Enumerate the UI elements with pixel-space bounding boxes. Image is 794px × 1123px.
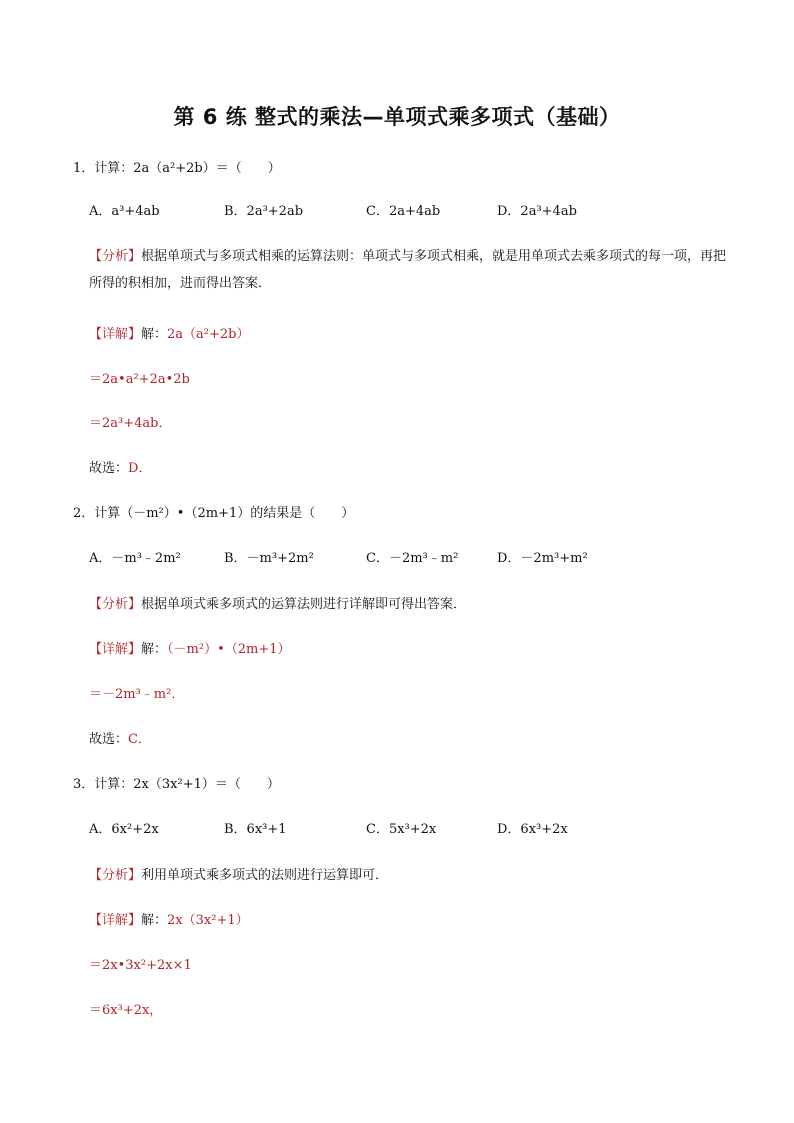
q1-option-d: D．2a³+4ab <box>497 204 577 219</box>
q2-answer-prefix: 故选： <box>89 732 129 747</box>
q3-step-2: ＝6x³+2x， <box>89 1003 163 1018</box>
q3-detail-expr: 2x（3x²+1） <box>167 913 249 928</box>
question-1-stem: 1．计算：2a（a²+2b）＝（ ） <box>73 161 281 176</box>
page-title: 第 6 练 整式的乘法—单项式乘多项式（基础） <box>173 105 621 129</box>
q2-answer-choice: C． <box>128 732 151 747</box>
q3-detail-tag: 【详解】 <box>89 913 142 928</box>
q3-option-d: D．6x³+2x <box>497 822 568 837</box>
q1-answer-choice: D． <box>128 461 152 476</box>
question-2-stem: 2．计算（－m²）•（2m+1）的结果是（ ） <box>73 506 355 521</box>
q2-option-a: A．－m³﹣2m² <box>89 551 181 566</box>
q2-answer <box>89 731 151 749</box>
q3-step-1: ＝2x•3x²+2x×1 <box>89 958 192 973</box>
q1-detail <box>89 326 250 344</box>
q1-option-c: C．2a+4ab <box>366 204 441 219</box>
q1-analysis <box>89 243 729 297</box>
q2-analysis-tag: 【分析】 <box>89 597 142 612</box>
q1-option-b: B．2a³+2ab <box>224 204 304 219</box>
q2-step-1: ＝－2m³﹣m²． <box>89 687 185 702</box>
q2-detail <box>89 641 291 659</box>
q3-detail-prefix: 解： <box>141 913 168 928</box>
q2-analysis-text: 根据单项式乘多项式的运算法则进行详解即可得出答案． <box>141 597 467 612</box>
q2-detail-prefix: 解： <box>141 642 168 657</box>
q1-detail-expr: 2a（a²+2b） <box>167 327 250 342</box>
question-3-stem: 3．计算：2x（3x²+1）＝（ ） <box>73 777 280 792</box>
q3-analysis <box>89 867 388 885</box>
q1-answer-prefix: 故选： <box>89 461 129 476</box>
q2-option-b: B．－m³+2m² <box>224 551 314 566</box>
q3-option-b: B．6x³+1 <box>224 822 287 837</box>
q1-analysis-tag: 【分析】 <box>89 249 142 264</box>
q1-step-2: ＝2a³+4ab． <box>89 416 172 431</box>
q3-analysis-tag: 【分析】 <box>89 868 142 883</box>
q2-option-d: D．－2m³+m² <box>497 551 588 566</box>
q3-option-a: A．6x²+2x <box>89 822 159 837</box>
q1-detail-tag: 【详解】 <box>89 327 142 342</box>
q3-analysis-text: 利用单项式乘多项式的法则进行运算即可． <box>141 868 389 883</box>
q1-detail-prefix: 解： <box>141 327 168 342</box>
q2-analysis <box>89 596 466 614</box>
q2-detail-tag: 【详解】 <box>89 642 142 657</box>
q3-detail <box>89 912 249 930</box>
q1-step-1: ＝2a•a²+2a•2b <box>89 372 190 387</box>
q1-analysis-text: 根据单项式与多项式相乘的运算法则：单项式与多项式相乘，就是用单项式去乘多项式的每一项，再把所得的积相加，进而得出答案． <box>89 249 727 291</box>
q1-answer <box>89 460 151 478</box>
q2-option-c: C．－2m³﹣m² <box>366 551 459 566</box>
q1-option-a: A．a³+4ab <box>89 204 160 219</box>
q2-detail-expr: （－m²）•（2m+1） <box>167 642 291 657</box>
q3-option-c: C．5x³+2x <box>366 822 437 837</box>
